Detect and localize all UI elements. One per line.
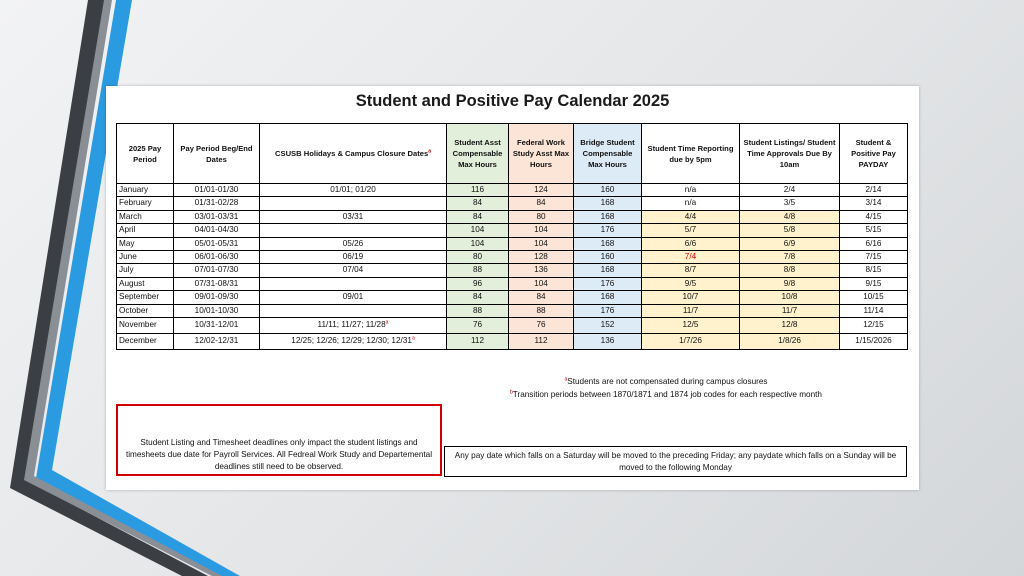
cell-payday: 2/14 <box>840 184 908 197</box>
cell-dates: 03/01-03/31 <box>174 210 260 223</box>
cell-student-asst-hours: 88 <box>447 264 509 277</box>
holiday-footnote-mark: a <box>385 319 389 326</box>
header-holidays <box>260 124 447 184</box>
table-row <box>117 318 908 334</box>
cell-federal-ws-hours: 124 <box>509 184 574 197</box>
cell-dates: 01/01-01/30 <box>174 184 260 197</box>
cell-federal-ws-hours: 104 <box>509 237 574 250</box>
cell-holidays-text: 09/01 <box>342 292 364 302</box>
cell-holidays <box>260 318 447 334</box>
cell-dates: 05/01-05/31 <box>174 237 260 250</box>
header-student-asst: Student Asst Compensable Max Hours <box>447 124 509 184</box>
header-federal-ws: Federal Work Study Asst Max Hours <box>509 124 574 184</box>
cell-student-asst-hours: 112 <box>447 334 509 350</box>
cell-holidays <box>260 264 447 277</box>
cell-holidays-text: 05/26 <box>342 238 364 248</box>
cell-month: July <box>117 264 174 277</box>
header-footnote-mark: a <box>428 148 431 155</box>
cell-dates: 12/02-12/31 <box>174 334 260 350</box>
table-row <box>117 264 908 277</box>
cell-approvals-due: 7/8 <box>740 251 840 264</box>
cell-bridge-hours: 176 <box>574 304 642 317</box>
cell-payday: 11/14 <box>840 304 908 317</box>
table-row <box>117 291 908 304</box>
cell-reporting-due: n/a <box>642 197 740 210</box>
cell-bridge-hours: 176 <box>574 224 642 237</box>
cell-approvals-due: 10/8 <box>740 291 840 304</box>
cell-student-asst-hours: 80 <box>447 251 509 264</box>
cell-dates: 01/31-02/28 <box>174 197 260 210</box>
cell-federal-ws-hours: 136 <box>509 264 574 277</box>
cell-federal-ws-hours: 104 <box>509 224 574 237</box>
cell-federal-ws-hours: 88 <box>509 304 574 317</box>
cell-bridge-hours: 168 <box>574 210 642 223</box>
cell-holidays-text: 07/04 <box>342 265 364 275</box>
cell-holidays <box>260 224 447 237</box>
cell-approvals-due: 4/8 <box>740 210 840 223</box>
cell-approvals-due: 11/7 <box>740 304 840 317</box>
holiday-footnote-mark: a <box>411 335 415 342</box>
header-reporting: Student Time Reporting due by 5pm <box>642 124 740 184</box>
cell-student-asst-hours: 96 <box>447 277 509 290</box>
cell-month: June <box>117 251 174 264</box>
cell-payday: 6/16 <box>840 237 908 250</box>
cell-payday: 10/15 <box>840 291 908 304</box>
cell-bridge-hours: 136 <box>574 334 642 350</box>
footnote-b-text: Transition periods between 1870/1871 and 1874 job codes for each respective month <box>512 390 822 399</box>
header-holidays-label: CSUSB Holidays & Campus Closure Dates <box>275 149 429 158</box>
cell-reporting-due: 8/7 <box>642 264 740 277</box>
cell-holidays <box>260 251 447 264</box>
cell-student-asst-hours: 76 <box>447 318 509 334</box>
cell-reporting-due: 1/7/26 <box>642 334 740 350</box>
cell-holidays <box>260 304 447 317</box>
cell-holidays-text: 11/11; 11/27; 11/28 <box>317 320 386 330</box>
cell-federal-ws-hours: 112 <box>509 334 574 350</box>
cell-dates: 10/31-12/01 <box>174 318 260 334</box>
table-row <box>117 197 908 210</box>
cell-month: February <box>117 197 174 210</box>
cell-holidays <box>260 197 447 210</box>
deadline-notice-box <box>116 404 442 476</box>
cell-payday: 1/15/2026 <box>840 334 908 350</box>
cell-approvals-due: 3/5 <box>740 197 840 210</box>
header-dates: Pay Period Beg/End Dates <box>174 124 260 184</box>
header-pay-period: 2025 Pay Period <box>117 124 174 184</box>
cell-reporting-due: 5/7 <box>642 224 740 237</box>
cell-bridge-hours: 168 <box>574 291 642 304</box>
cell-month: December <box>117 334 174 350</box>
cell-dates: 06/01-06/30 <box>174 251 260 264</box>
cell-holidays <box>260 291 447 304</box>
table-row <box>117 334 908 350</box>
cell-payday: 5/15 <box>840 224 908 237</box>
cell-holidays-text: 01/01; 01/20 <box>330 185 376 194</box>
cell-approvals-due: 6/9 <box>740 237 840 250</box>
cell-month: August <box>117 277 174 290</box>
table-row <box>117 277 908 290</box>
cell-bridge-hours: 152 <box>574 318 642 334</box>
table-row <box>117 184 908 197</box>
cell-federal-ws-hours: 128 <box>509 251 574 264</box>
payday-rule-box <box>444 446 907 477</box>
cell-month: April <box>117 224 174 237</box>
cell-reporting-due: 10/7 <box>642 291 740 304</box>
cell-federal-ws-hours: 76 <box>509 318 574 334</box>
cell-federal-ws-hours: 104 <box>509 277 574 290</box>
cell-reporting-due: 9/5 <box>642 277 740 290</box>
cell-dates: 09/01-09/30 <box>174 291 260 304</box>
header-payday: Student & Positive Pay PAYDAY <box>840 124 908 184</box>
cell-student-asst-hours: 88 <box>447 304 509 317</box>
pay-calendar-table <box>116 123 908 350</box>
cell-month: October <box>117 304 174 317</box>
cell-student-asst-hours: 116 <box>447 184 509 197</box>
cell-bridge-hours: 168 <box>574 264 642 277</box>
cell-month: May <box>117 237 174 250</box>
cell-student-asst-hours: 84 <box>447 197 509 210</box>
cell-dates: 07/01-07/30 <box>174 264 260 277</box>
cell-approvals-due: 2/4 <box>740 184 840 197</box>
cell-month: January <box>117 184 174 197</box>
calendar-title: Student and Positive Pay Calendar 2025 <box>355 92 670 110</box>
table-row <box>117 224 908 237</box>
cell-student-asst-hours: 104 <box>447 224 509 237</box>
footnote-b <box>456 389 876 401</box>
cell-reporting-due: n/a <box>642 184 740 197</box>
cell-holidays <box>260 184 447 197</box>
footnote-a <box>456 376 876 388</box>
cell-student-asst-hours: 104 <box>447 237 509 250</box>
footnote-a-mark: a <box>564 376 568 383</box>
header-approvals: Student Listings/ Student Time Approvals Due By 10am <box>740 124 840 184</box>
cell-dates: 10/01-10/30 <box>174 304 260 317</box>
cell-bridge-hours: 160 <box>574 251 642 264</box>
cell-approvals-due: 12/8 <box>740 318 840 334</box>
cell-student-asst-hours: 84 <box>447 291 509 304</box>
cell-federal-ws-hours: 80 <box>509 210 574 223</box>
cell-approvals-due: 1/8/26 <box>740 334 840 350</box>
cell-holidays-text: 12/25; 12/26; 12/29; 12/30; 12/31 <box>291 336 412 346</box>
cell-month: September <box>117 291 174 304</box>
table-row <box>117 304 908 317</box>
footnote-b-mark: b <box>510 389 513 396</box>
cell-month: November <box>117 318 174 334</box>
cell-holidays <box>260 277 447 290</box>
header-bridge: Bridge Student Compensable Max Hours <box>574 124 642 184</box>
footnote-a-text: Students are not compensated during campus closures <box>567 377 768 386</box>
cell-reporting-due: 7/4 <box>642 251 740 264</box>
cell-bridge-hours: 168 <box>574 237 642 250</box>
cell-reporting-due: 6/6 <box>642 237 740 250</box>
cell-payday: 12/15 <box>840 318 908 334</box>
cell-holidays-text: 06/19 <box>342 252 364 262</box>
cell-month: March <box>117 210 174 223</box>
table-row <box>117 237 908 250</box>
cell-payday: 9/15 <box>840 277 908 290</box>
table-body <box>117 184 908 350</box>
cell-payday: 8/15 <box>840 264 908 277</box>
cell-reporting-due: 11/7 <box>642 304 740 317</box>
table-row <box>117 210 908 223</box>
cell-holidays <box>260 210 447 223</box>
table-row <box>117 251 908 264</box>
cell-reporting-due: 12/5 <box>642 318 740 334</box>
cell-dates: 04/01-04/30 <box>174 224 260 237</box>
cell-bridge-hours: 168 <box>574 197 642 210</box>
calendar-sheet <box>106 86 919 490</box>
cell-holidays <box>260 334 447 350</box>
cell-federal-ws-hours: 84 <box>509 291 574 304</box>
cell-payday: 3/14 <box>840 197 908 210</box>
cell-federal-ws-hours: 84 <box>509 197 574 210</box>
cell-approvals-due: 9/8 <box>740 277 840 290</box>
deadline-notice-text: Student Listing and Timesheet deadlines only impact the student listings and timesheets due date for Payroll Services. All Fedreal Work Study and Departemental deadlines still need to be observed. <box>125 438 433 471</box>
cell-holidays <box>260 237 447 250</box>
cell-payday: 7/15 <box>840 251 908 264</box>
cell-approvals-due: 8/8 <box>740 264 840 277</box>
cell-reporting-due: 4/4 <box>642 210 740 223</box>
cell-payday: 4/15 <box>840 210 908 223</box>
cell-bridge-hours: 176 <box>574 277 642 290</box>
table-header-row <box>117 124 908 184</box>
cell-approvals-due: 5/8 <box>740 224 840 237</box>
cell-dates: 07/31-08/31 <box>174 277 260 290</box>
cell-holidays-text: 03/31 <box>342 211 364 221</box>
cell-bridge-hours: 160 <box>574 184 642 197</box>
payday-rule-text: Any pay date which falls on a Saturday will be moved to the preceding Friday; any paydate which falls on a Sunday will be moved to the following Monday <box>454 450 897 472</box>
cell-student-asst-hours: 84 <box>447 210 509 223</box>
